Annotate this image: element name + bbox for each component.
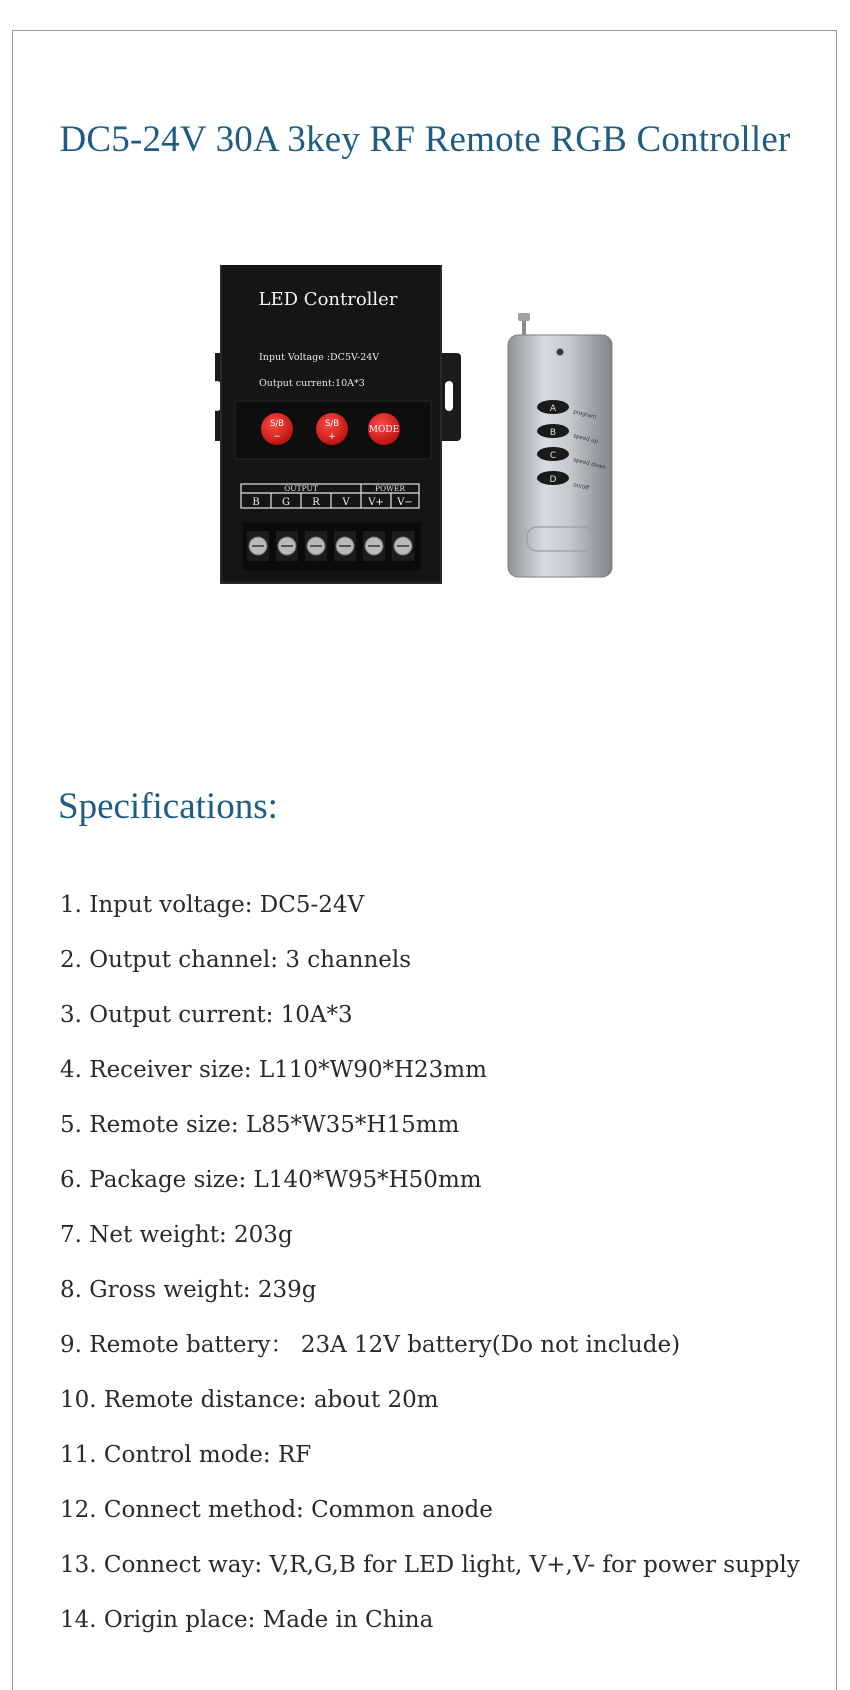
controller-label: LED Controller bbox=[258, 289, 398, 310]
remote-label-speed-up: speed up bbox=[572, 433, 599, 446]
remote-label-on-off: on/off bbox=[572, 482, 590, 492]
remote-button-c bbox=[537, 447, 569, 461]
controller-button-sb-minus bbox=[261, 413, 293, 445]
controller-input-voltage: Input Voltage :DC5V-24V bbox=[259, 352, 380, 363]
terminal-label-r: R bbox=[312, 497, 320, 508]
svg-text:MODE: MODE bbox=[368, 425, 400, 435]
spec-item: 14. Origin place: Made in China bbox=[60, 1607, 434, 1633]
spec-item: 5. Remote size: L85*W35*H15mm bbox=[60, 1112, 460, 1138]
spec-item: 9. Remote battery： 23A 12V battery(Do not include) bbox=[60, 1332, 681, 1358]
spec-item: 1. Input voltage: DC5-24V bbox=[60, 892, 365, 918]
svg-text:A: A bbox=[549, 404, 557, 414]
led-controller-unit bbox=[215, 265, 461, 583]
svg-text:S/B: S/B bbox=[324, 419, 340, 429]
svg-text:+: + bbox=[328, 432, 336, 442]
terminal-label-vminus: V− bbox=[397, 497, 413, 508]
spec-item: 13. Connect way: V,R,G,B for LED light, V+,V- for power supply bbox=[60, 1552, 800, 1578]
svg-text:C: C bbox=[549, 451, 557, 461]
specifications-list bbox=[60, 890, 800, 1660]
terminal-label-v: V bbox=[342, 497, 350, 508]
remote-label-speed-down: speed down bbox=[572, 457, 607, 471]
specifications-heading: Specifications: bbox=[58, 786, 278, 827]
svg-text:B: B bbox=[549, 428, 557, 438]
rf-remote bbox=[508, 313, 612, 577]
page-title: DC5-24V 30A 3key RF Remote RGB Controller bbox=[59, 119, 791, 160]
product-image bbox=[215, 265, 655, 625]
terminal-label-g: G bbox=[282, 497, 290, 508]
terminal-label-vplus: V+ bbox=[368, 497, 384, 508]
spec-item: 7. Net weight: 203g bbox=[60, 1222, 293, 1248]
spec-item: 12. Connect method: Common anode bbox=[60, 1497, 493, 1523]
spec-item: 8. Gross weight: 239g bbox=[60, 1277, 317, 1303]
controller-button-sb-plus bbox=[316, 413, 348, 445]
svg-text:−: − bbox=[273, 432, 281, 442]
svg-text:S/B: S/B bbox=[269, 419, 285, 429]
controller-output-current: Output current:10A*3 bbox=[259, 378, 365, 389]
remote-label-program: program bbox=[572, 409, 597, 421]
remote-button-a bbox=[537, 400, 569, 414]
svg-text:D: D bbox=[549, 475, 557, 485]
spec-item: 6. Package size: L140*W95*H50mm bbox=[60, 1167, 482, 1193]
remote-button-b bbox=[537, 424, 569, 438]
terminal-label-b: B bbox=[252, 497, 260, 508]
remote-button-d bbox=[537, 471, 569, 485]
spec-item: 10. Remote distance: about 20m bbox=[60, 1387, 439, 1413]
spec-item: 2. Output channel: 3 channels bbox=[60, 947, 412, 973]
power-header: POWER bbox=[374, 484, 406, 493]
spec-item: 4. Receiver size: L110*W90*H23mm bbox=[60, 1057, 487, 1083]
spec-item: 11. Control mode: RF bbox=[60, 1442, 312, 1468]
spec-item: 3. Output current: 10A*3 bbox=[60, 1002, 353, 1028]
controller-button-mode bbox=[368, 413, 400, 445]
output-header: OUTPUT bbox=[284, 484, 318, 493]
